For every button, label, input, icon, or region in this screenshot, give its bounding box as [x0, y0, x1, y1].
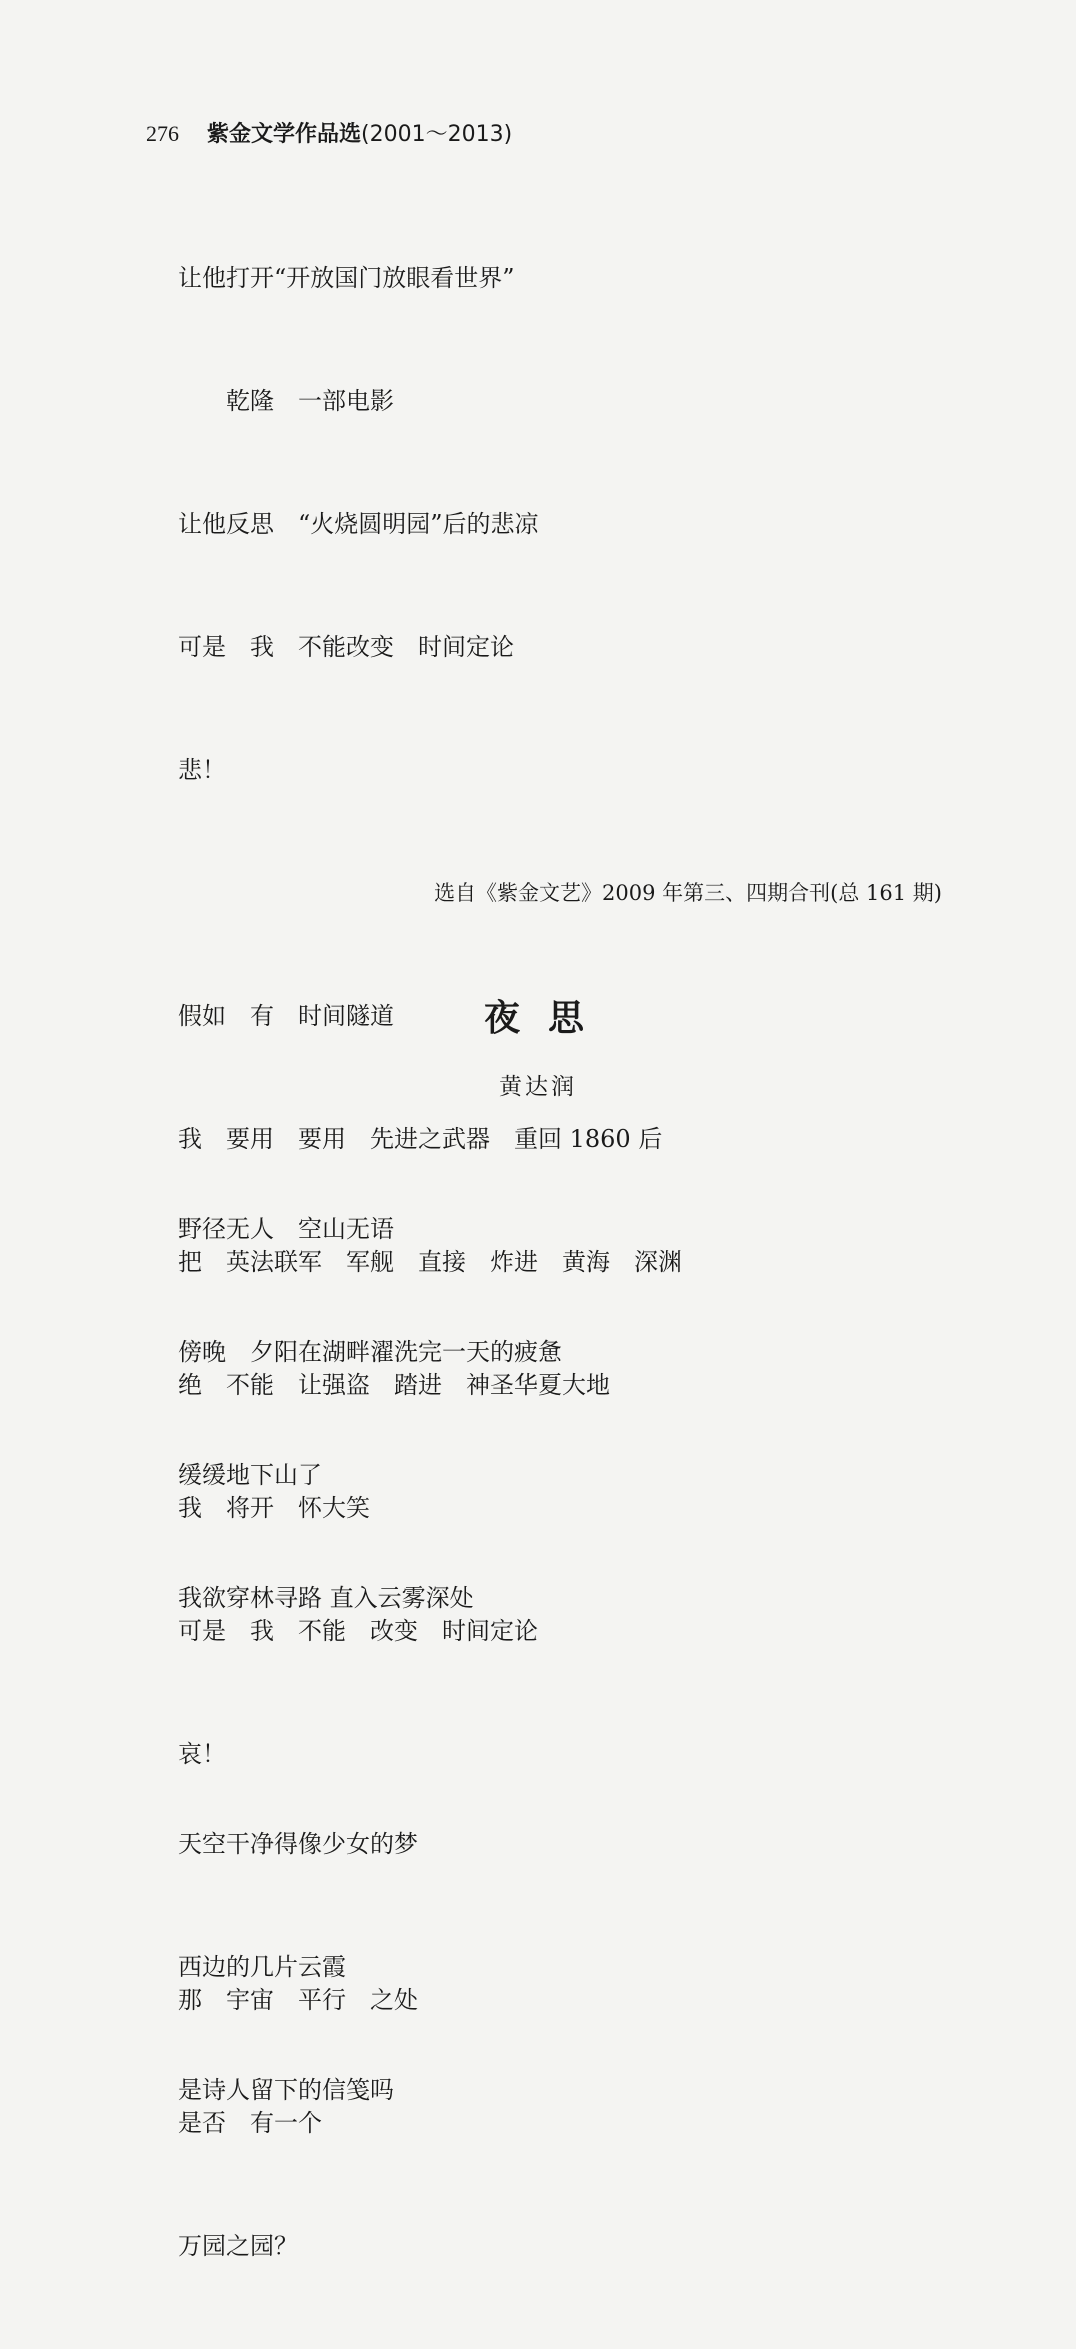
page-number: 276 — [146, 121, 179, 146]
poem-line: 可是 我 不能 改变 时间定论 — [178, 1617, 538, 1645]
poem-line: 野径无人 空山无语 — [178, 1215, 394, 1243]
poem-title: 夜思 — [483, 997, 612, 1039]
poem-line: 缓缓地下山了 — [178, 1461, 322, 1489]
poem-line: 万园之园？ — [178, 2232, 298, 2260]
poem-line: 让他反思 “火烧圆明园”后的悲凉 — [178, 510, 539, 538]
poem-line: 我 将开 怀大笑 — [178, 1494, 370, 1522]
poem-line: 哀！ — [178, 1740, 226, 1768]
poem-line: 可是 我 不能改变 时间定论 — [178, 633, 514, 661]
page-header — [146, 117, 512, 148]
poem-line: 假如 有 时间隧道 — [178, 1002, 394, 1030]
poem-line: 傍晚 夕阳在湖畔濯洗完一天的疲惫 — [178, 1338, 562, 1366]
poem-line: 我 要用 要用 先进之武器 重回 1860 后 — [178, 1125, 663, 1153]
stanza-gap — [178, 1701, 562, 1742]
poem-line: 绝 不能 让强盗 踏进 神圣华夏大地 — [178, 1371, 610, 1399]
poem-line: 是诗人留下的信笺吗 — [178, 2076, 394, 2104]
poem-line: 是否 有一个 — [178, 2109, 322, 2137]
book-year-range: (2001～2013) — [361, 122, 513, 147]
poem-line: 乾隆 一部电影 — [178, 387, 394, 415]
poem-line: 悲！ — [178, 756, 226, 784]
poem-line: 天空干净得像少女的梦 — [178, 1830, 418, 1858]
book-title: 紫金文学作品选 — [207, 122, 362, 147]
poem-line: 那 宇宙 平行 之处 — [178, 1986, 418, 2014]
poem-line: 让他打开“开放国门放眼看世界” — [178, 264, 515, 292]
source-citation: 选自《紫金文艺》2009 年第三、四期合刊(总 161 期) — [434, 881, 942, 905]
poem-line: 把 英法联军 军舰 直接 炸进 黄海 深渊 — [178, 1248, 682, 1276]
poem-body — [178, 1127, 562, 2193]
poem-author: 黄达润 — [499, 1074, 577, 1100]
poem-line: 西边的几片云霞 — [178, 1953, 346, 1981]
poem-line: 我欲穿林寻路 直入云雾深处 — [178, 1584, 474, 1612]
